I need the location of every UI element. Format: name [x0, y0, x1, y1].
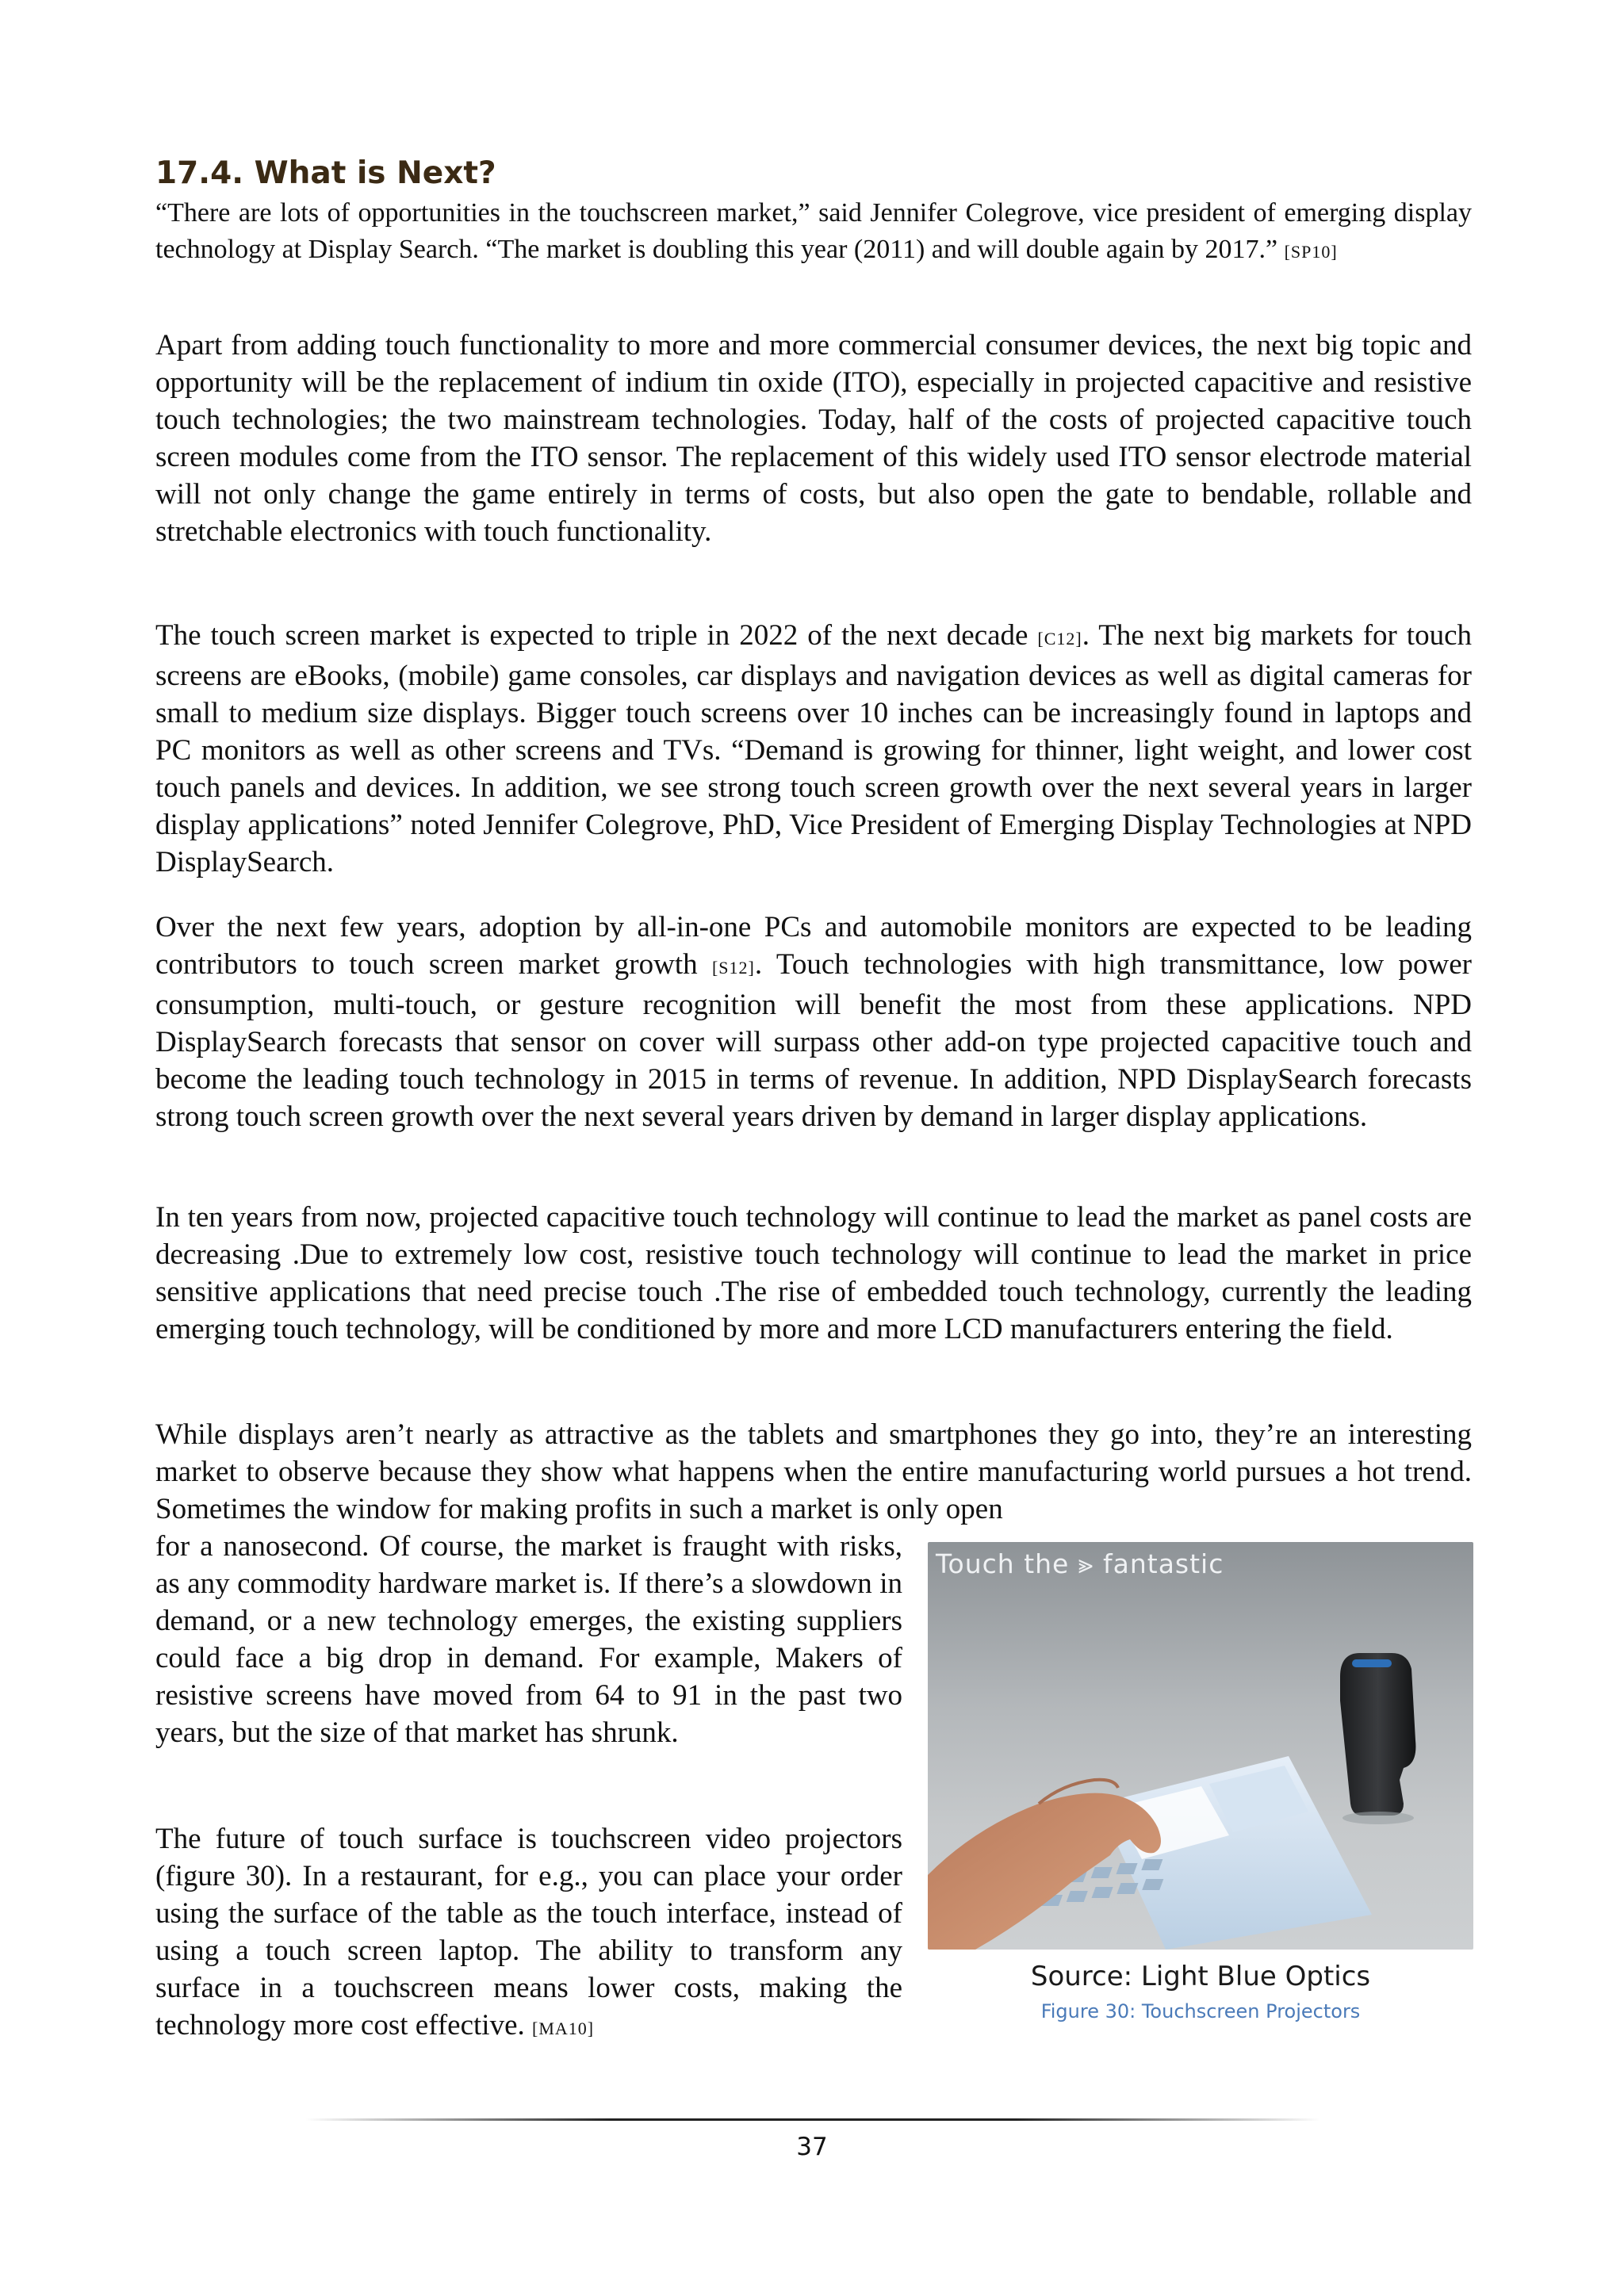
paragraph-ten-years: In ten years from now, projected capacitive touch technology will continue to lead the market as panel costs are decreasing .Due to extremely low cost, resistive touch technology will continue to lead the market in price sensitive applications that need precise touch .The rise of embedded touch technology, currently the leading emerging touch technology, will be conditioned by more and more LCD manufacturers entering the field.: [155, 1201, 1472, 1345]
section-heading: 17.4. What is Next?: [155, 155, 496, 191]
projector-photo: [928, 1542, 1473, 1950]
figure-30: [928, 1542, 1473, 2022]
quote-text: “There are lots of opportunities in the touchscreen market,” said Jennifer Colegrove, vice president of emerging display technology at Display Search. “The market is doubling this year (2011) and will double again by 2017.”: [155, 198, 1472, 264]
paragraph-market-triple-text-b: . The next big markets for touch screens are eBooks, (mobile) game consoles, car displays and navigation devices as well as digital cameras for small to medium size displays. Bigger touch screens over 10 inches can be increasingly found in laptops and PC monitors as well as other screens and TVs. “Demand is growing for thinner, light weight, and lower cost touch panels and devices. In addition, we see strong touch screen growth over the next several years in larger display applications” noted Jennifer Colegrove, PhD, Vice President of Emerging Display Technologies at NPD DisplaySearch.: [155, 619, 1472, 878]
paragraph-market-triple: [155, 617, 1472, 881]
paragraph-displays-full: While displays aren’t nearly as attractive as the tablets and smartphones they go into, they’re an interesting market to observe because they show what happens when the entire manufacturing world pursues a hot trend. Sometimes the window for making profits in such a market is only open: [155, 1418, 1472, 1525]
paragraph-future: [155, 1820, 902, 2047]
quote-paragraph: [155, 195, 1472, 270]
footer-divider: [305, 2118, 1320, 2121]
reference-c12: [C12]: [1037, 629, 1082, 649]
reference-s12: [S12]: [711, 958, 755, 978]
banner-prefix: Touch the: [936, 1548, 1070, 1579]
paragraph-market-triple-text-a: The touch screen market is expected to triple in 2022 of the next decade: [155, 619, 1028, 652]
play-arrow-icon: ⪢: [1078, 1548, 1094, 1579]
paragraph-adoption: [155, 909, 1472, 1135]
reference-ma10: [MA10]: [532, 2019, 595, 2038]
paragraph-future-text: The future of touch surface is touchscreen video projectors (figure 30). In a restaurant, for e.g., you can place your order using the surface of the table as the touch interface, instead of using a touch screen laptop. The ability to transform any surface in a touchscreen means lower costs, making the technology more cost effective.: [155, 1823, 902, 2042]
paragraph-adoption-text-b: . Touch technologies with high transmittance, low power consumption, multi-touch, or gesture recognition will benefit the most from these applications. NPD DisplaySearch forecasts that sensor on cover will surpass other add-on type projected capacitive touch and become the leading touch technology in 2015 in terms of revenue. In addition, NPD DisplaySearch forecasts strong touch screen growth over the next several years driven by demand in larger display applications.: [155, 948, 1472, 1133]
figure-source: Source: Light Blue Optics: [1030, 1961, 1371, 1992]
figure-caption: Figure 30: Touchscreen Projectors: [1040, 2000, 1361, 2022]
page-number: 37: [796, 2133, 828, 2161]
projector-illustration: [928, 1542, 1473, 1950]
banner-word: fantastic: [1103, 1548, 1224, 1579]
paragraph-displays-narrow: for a nanosecond. Of course, the market is fraught with risks, as any commodity hardware market is. If there’s a slowdown in demand, or a new technology emerges, the existing suppliers could face a big drop in demand. For example, Makers of resistive screens have moved from 64 to 91 in the past two years, but the size of that market has shrunk.: [155, 1530, 902, 1749]
paragraph-ito: Apart from adding touch functionality to more and more commercial consumer devices, the next big topic and opportunity will be the replacement of indium tin oxide (ITO), especially in projected capacitive and resistive touch technologies; the two mainstream technologies. Today, half of the costs of projected capacitive touch screen modules come from the ITO sensor. The replacement of this widely used ITO sensor electrode material will not only change the game entirely in terms of costs, but also open the gate to bendable, rollable and stretchable electronics with touch functionality.: [155, 329, 1472, 548]
paragraph-adoption-text-a: Over the next few years, adoption by all-in-one PCs and automobile monitors are expected to be leading contributors to touch screen market growth: [155, 911, 1472, 981]
reference-sp10: [SP10]: [1284, 242, 1338, 262]
projector-device-icon: [1340, 1653, 1415, 1824]
